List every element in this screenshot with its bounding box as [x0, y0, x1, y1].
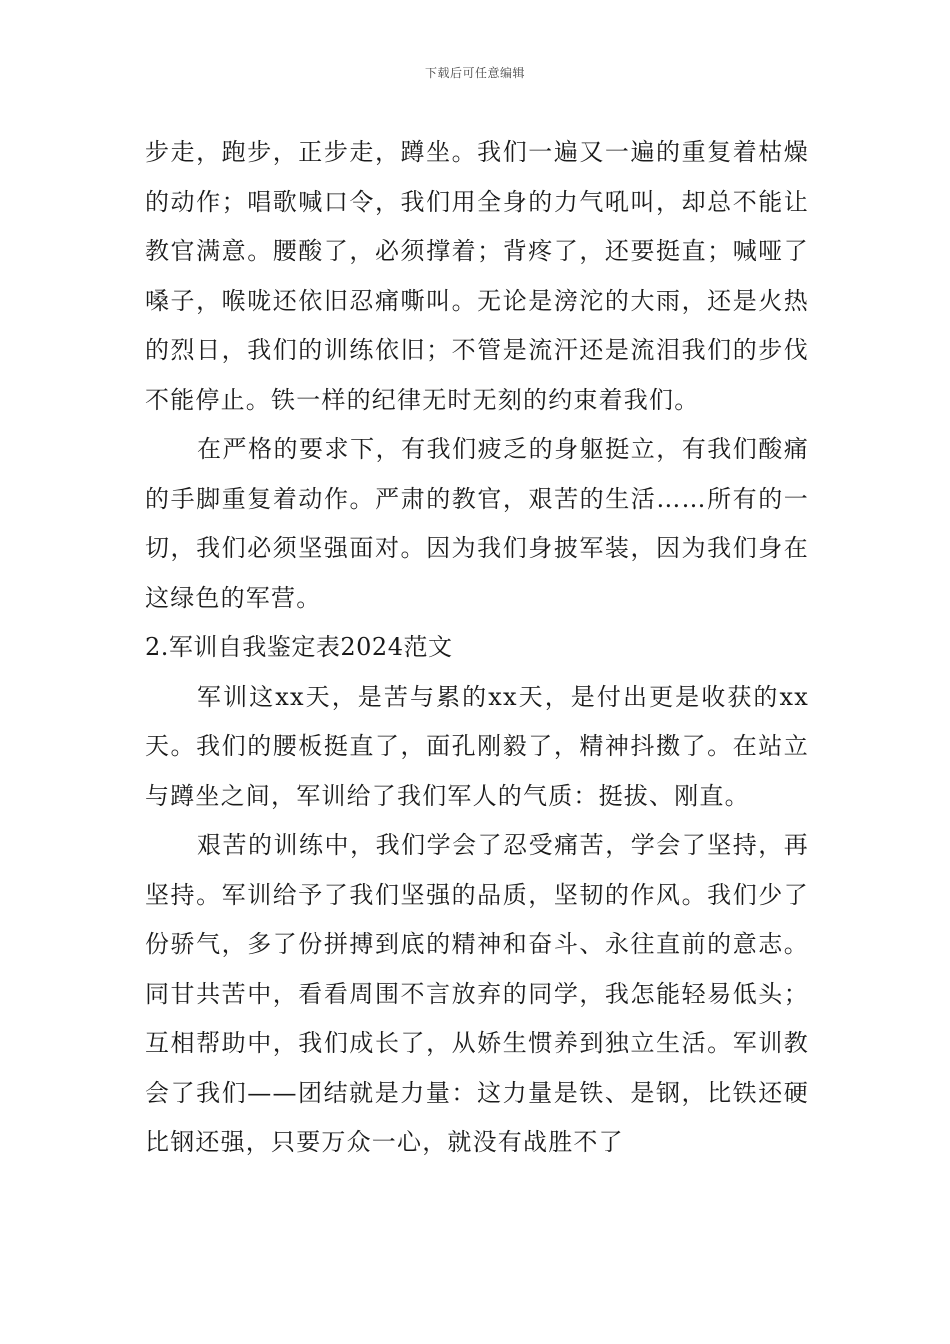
paragraph: 军训这xx天，是苦与累的xx天，是付出更是收获的xx天。我们的腰板挺直了，面孔刚毅了，精神抖擞了。在站立与蹲坐之间，军训给了我们军人的气质：挺拔、刚直。 — [145, 682, 809, 810]
document-body — [145, 128, 809, 1168]
paragraph: 艰苦的训练中，我们学会了忍受痛苦，学会了坚持，再坚持。军训给予了我们坚强的品质，坚韧的作风。我们少了份骄气，多了份拼搏到底的精神和奋斗、永往直前的意志。同甘共苦中，看看周围不言放弃的同学，我怎能轻易低头；互相帮助中，我们成长了，从娇生惯养到独立生活。军训教会了我们——团结就是力量：这力量是铁、是钢，比铁还硬比钢还强，只要万众一心，就没有战胜不了 — [145, 831, 809, 1156]
paragraph-continued: 步走，跑步，正步走，蹲坐。我们一遍又一遍的重复着枯燥的动作；唱歌喊口令，我们用全身的力气吼叫，却总不能让教官满意。腰酸了，必须撑着；背疼了，还要挺直；喊哑了嗓子，喉咙还依旧忍痛嘶叫。无论是滂沱的大雨，还是火热的烈日，我们的训练依旧；不管是流汗还是流泪我们的步伐不能停止。铁一样的纪律无时无刻的约束着我们。 — [145, 138, 809, 414]
paragraph: 在严格的要求下，有我们疲乏的身躯挺立，有我们酸痛的手脚重复着动作。严肃的教官，艰苦的生活……所有的一切，我们必须坚强面对。因为我们身披军装，因为我们身在这绿色的军营。 — [145, 435, 809, 612]
section-heading: 2.军训自我鉴定表2024范文 — [145, 633, 453, 661]
page-header: 下载后可任意编辑 — [424, 66, 525, 80]
